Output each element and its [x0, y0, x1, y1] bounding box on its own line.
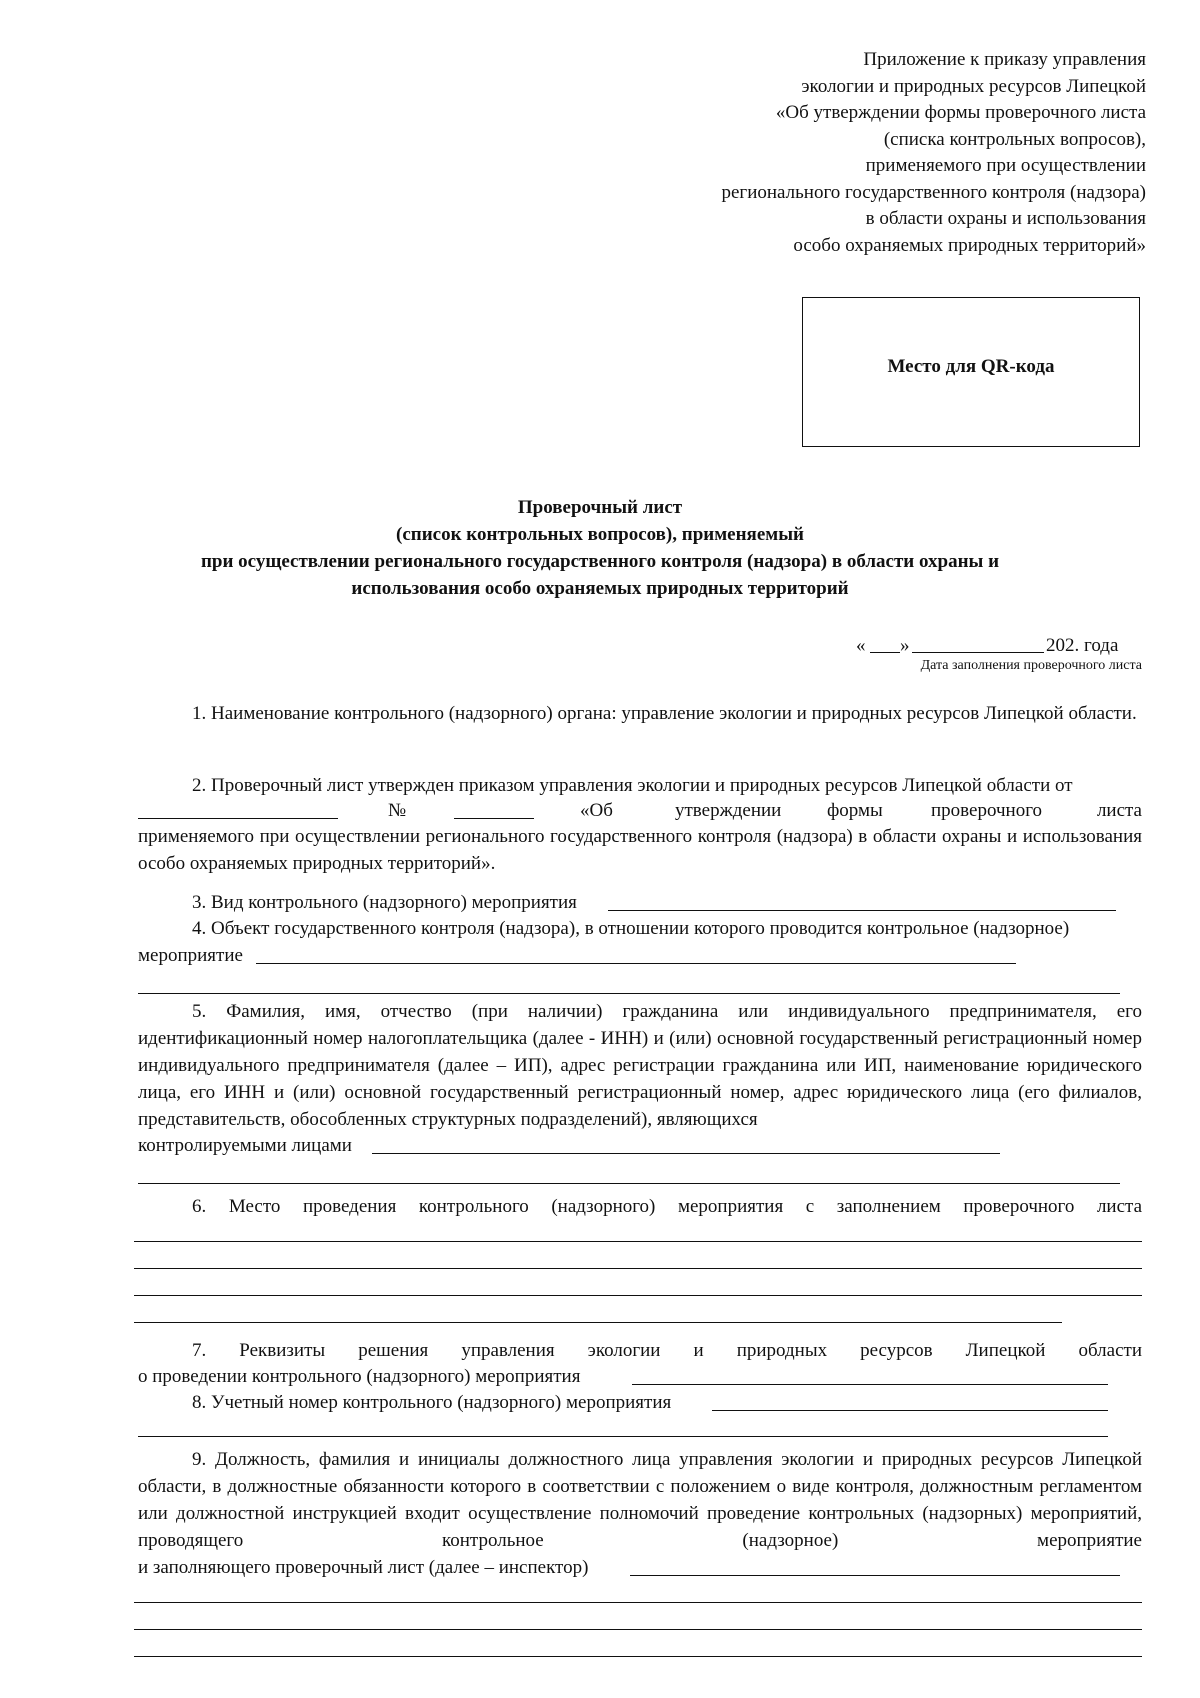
item-4-blank-1[interactable]	[256, 963, 1016, 964]
item-5-end: контролируемыми лицами	[138, 1135, 352, 1156]
appendix-line: (списка контрольных вопросов),	[883, 128, 1146, 150]
date-year-suffix: 202. года	[1046, 635, 1119, 656]
date-close-quote: »	[900, 635, 910, 656]
qr-code-label: Место для QR-кода	[887, 355, 1055, 377]
item-6-text: 6. Место проведения контрольного (надзорного) мероприятия с заполнением проверочного листа	[192, 1196, 1142, 1217]
date-month-blank[interactable]	[912, 652, 1044, 653]
title-line: (список контрольных вопросов), применяемый	[396, 524, 804, 545]
order-date-blank[interactable]	[138, 818, 338, 819]
appendix-line: экологии и природных ресурсов Липецкой	[801, 75, 1146, 97]
date-day-blank[interactable]	[870, 652, 900, 653]
item-6-blank-1[interactable]	[134, 1241, 1142, 1242]
order-number-sign: №	[388, 800, 407, 821]
item-9-blank-4[interactable]	[134, 1656, 1142, 1657]
item-5: 5. Фамилия, имя, отчество (при наличии) гражданина или индивидуального предпринимателя, его идентификационный номер налогоплательщика (далее - ИНН) и (или) основной государственный регистрационный номер индивидуального предпринимателя (далее – ИП), адрес регистрации гражданина или ИП, наименование юридического лица, его ИНН и (или) основной государственный регистрационный номер, адрес юридического лица (его филиалов, представительств, обособленных структурных подразделений), являющихся	[138, 1001, 1142, 1130]
item-4-blank-2[interactable]	[138, 993, 1120, 994]
item-2-line1	[138, 772, 1142, 799]
item-6-blank-2[interactable]	[134, 1268, 1142, 1269]
item-6-blank-3[interactable]	[134, 1295, 1142, 1296]
date-caption: Дата заполнения проверочного листа	[920, 658, 1142, 673]
item-2-word: утверждении	[675, 800, 782, 821]
item-2-word: проверочного	[931, 800, 1043, 821]
item-9-blank-1[interactable]	[630, 1575, 1120, 1576]
item-2-end: применяемого при осуществлении регионального государственного контроля (надзора) в области охраны и использования особо охраняемых природных территорий».	[138, 826, 1142, 874]
item-2-line2	[138, 797, 1142, 824]
item-2-word: «Об	[580, 800, 613, 821]
item-6-blank-4[interactable]	[134, 1322, 1062, 1323]
title-line: при осуществлении регионального государственного контроля (надзора) в области охраны и	[200, 551, 1000, 572]
item-6-line	[138, 1193, 1142, 1220]
fill-date	[856, 632, 1142, 659]
item-4-line1	[138, 915, 1142, 942]
item-8: 8. Учетный номер контрольного (надзорного) мероприятия	[192, 1392, 672, 1413]
order-number-blank[interactable]	[454, 818, 534, 819]
date-open-quote: «	[856, 635, 866, 656]
title-line: использования особо охраняемых природных территорий	[351, 578, 849, 599]
item-3: 3. Вид контрольного (надзорного) мероприятия	[192, 892, 577, 913]
item-1: 1. Наименование контрольного (надзорного) органа: управление экологии и природных ресурсов Липецкой области.	[192, 703, 1137, 724]
item-9: 9. Должность, фамилия и инициалы должностного лица управления экологии и природных ресурсов Липецкой области, в должностные обязанности которого в соответствии с положением о виде контроля, должностным регламентом или должностной инструкцией входит осуществление полномочий проведение контрольных (надзорных) мероприятий, проводящего контрольное (надзорное) мероприятие	[138, 1449, 1142, 1551]
item-9-blank-3[interactable]	[134, 1629, 1142, 1630]
item-9-blank-2[interactable]	[134, 1602, 1142, 1603]
item-7-end: о проведении контрольного (надзорного) мероприятия	[138, 1366, 581, 1387]
title-line: Проверочный лист	[517, 497, 683, 518]
appendix-line: «Об утверждении формы проверочного листа	[775, 102, 1146, 123]
appendix-line: применяемого при осуществлении	[865, 155, 1146, 176]
appendix-line: Приложение к приказу управления	[863, 49, 1146, 70]
appendix-line: регионального государственного контроля (надзора)	[721, 181, 1146, 203]
item-2-word: формы	[827, 800, 883, 821]
item-7-line1	[138, 1337, 1142, 1364]
item-5-blank-2[interactable]	[138, 1183, 1120, 1184]
item-8-blank-1[interactable]	[712, 1410, 1108, 1411]
item-4-text: 4. Объект государственного контроля (надзора), в отношении которого проводится контрольное (надзорное)	[192, 918, 1070, 939]
appendix-line: особо охраняемых природных территорий»	[793, 234, 1146, 256]
appendix-header	[650, 47, 1146, 259]
item-2-start: 2. Проверочный лист утвержден приказом управления экологии и природных ресурсов Липецкой области от	[192, 775, 1073, 796]
item-7-text: 7. Реквизиты решения управления экологии и природных ресурсов Липецкой области	[192, 1340, 1142, 1361]
qr-code-box	[802, 297, 1140, 447]
item-5-blank-1[interactable]	[372, 1153, 1000, 1154]
item-9-end: и заполняющего проверочный лист (далее – инспектор)	[138, 1557, 589, 1578]
document-title	[180, 494, 1020, 602]
item-8-blank-2[interactable]	[138, 1436, 1108, 1437]
item-7-blank[interactable]	[632, 1384, 1108, 1385]
item-4-end: мероприятие	[138, 945, 243, 966]
item-3-blank[interactable]	[608, 910, 1116, 911]
item-2-word: листа	[1096, 800, 1142, 821]
appendix-line: в области охраны и использования	[865, 208, 1146, 229]
